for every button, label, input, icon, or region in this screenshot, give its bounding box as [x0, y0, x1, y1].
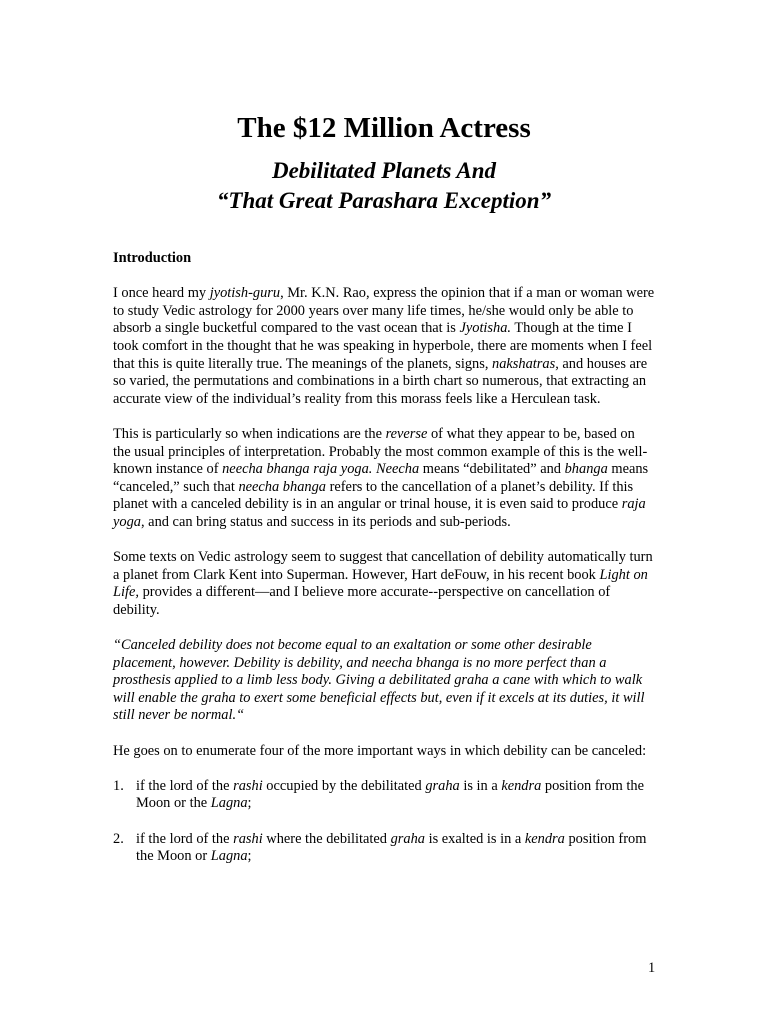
list-item-text: if the lord of the rashi occupied by the debilitated graha is in a kendra position from the Moon or the Lagna;: [136, 777, 645, 812]
italic-term: nakshatras: [492, 355, 556, 372]
italic-term: Jyotisha.: [459, 320, 512, 337]
subtitle-line-1: Debilitated Planets And: [271, 158, 497, 183]
italic-term: neecha bhanga: [238, 478, 326, 495]
list-item-text: if the lord of the rashi where the debilitated graha is exalted is in a kendra position from the Moon or Lagna;: [136, 830, 647, 865]
list-item-number: 2.: [113, 830, 124, 847]
subtitle-line-2: “That Great Parashara Exception”: [216, 188, 552, 213]
italic-term: kendra: [501, 777, 542, 794]
italic-term: kendra: [524, 830, 565, 847]
cancellation-list: [113, 778, 655, 866]
block-quote: “Canceled debility does not become equal to an exaltation or some other desirable placement, however. Debility is debility, and neecha bhanga is no more perfect than a prosthesis applied to a limb less body. Giving a debilitated graha a cane with which to walk will enable the graha to exert some beneficial effects but, even if it excels at its duties, it will still never be normal.“: [113, 637, 645, 724]
italic-term: graha: [425, 777, 460, 794]
italic-term: rashi: [233, 830, 263, 847]
italic-term: Light on Life,: [113, 566, 648, 601]
italic-term: Neecha: [376, 461, 420, 478]
paragraph-2: This is particularly so when indications are the reverse of what they appear to be, based on the usual principles of interpretation. Probably the most common example of this is the well-known instance of neecha bhanga raja yoga. Neecha means “debilitated” and bhanga means “canceled,” such that neecha bhanga refers to the cancellation of a planet’s debility. If this planet with a canceled debility is in an angular or trinal house, it is even said to produce raja yoga, and can bring status and success in its periods and sub-periods.: [113, 425, 649, 530]
italic-term: Lagna: [210, 795, 248, 812]
paragraph-1: I once heard my jyotish-guru, Mr. K.N. Rao, express the opinion that if a man or woman were to study Vedic astrology for 2000 years over many life times, he/she would only be able to absorb a single bucketful compared to the vast ocean that is Jyotisha. Though at the time I took comfort in the thought that he was speaking in hyperbole, there are moments when I feel that this is quite literally true. The meanings of the planets, signs, nakshatras, and houses are so varied, the permutations and combinations in a birth chart so numerous, that extracting an accurate view of the individual’s reality from this morass feels like a Herculean task.: [113, 285, 655, 407]
italic-term: rashi: [233, 777, 263, 794]
italic-term: bhanga: [564, 461, 608, 478]
italic-term: neecha bhanga raja yoga.: [222, 461, 373, 478]
paragraph-3: Some texts on Vedic astrology seem to suggest that cancellation of debility automatically turn a planet from Clark Kent into Superman. However, Hart deFouw, in his recent book Light on Life, provides a different—and I believe more accurate--perspective on cancellation of debility.: [113, 549, 653, 618]
enumerate-intro: He goes on to enumerate four of the more important ways in which debility can be canceled:: [113, 742, 647, 759]
document-subtitle: [0, 156, 768, 216]
italic-term: raja yoga: [113, 496, 646, 530]
document-body: [113, 250, 655, 883]
italic-term: jyotish-guru: [209, 285, 281, 302]
italic-term: reverse: [385, 425, 428, 442]
list-item-number: 1.: [113, 777, 124, 794]
page-number: 1: [648, 960, 656, 976]
section-heading: Introduction: [113, 250, 192, 266]
list-item: [113, 831, 655, 866]
italic-term: Lagna: [210, 848, 248, 865]
italic-term: graha: [390, 830, 425, 847]
document-title: The $12 Million Actress: [237, 112, 531, 144]
list-item: [113, 778, 655, 813]
